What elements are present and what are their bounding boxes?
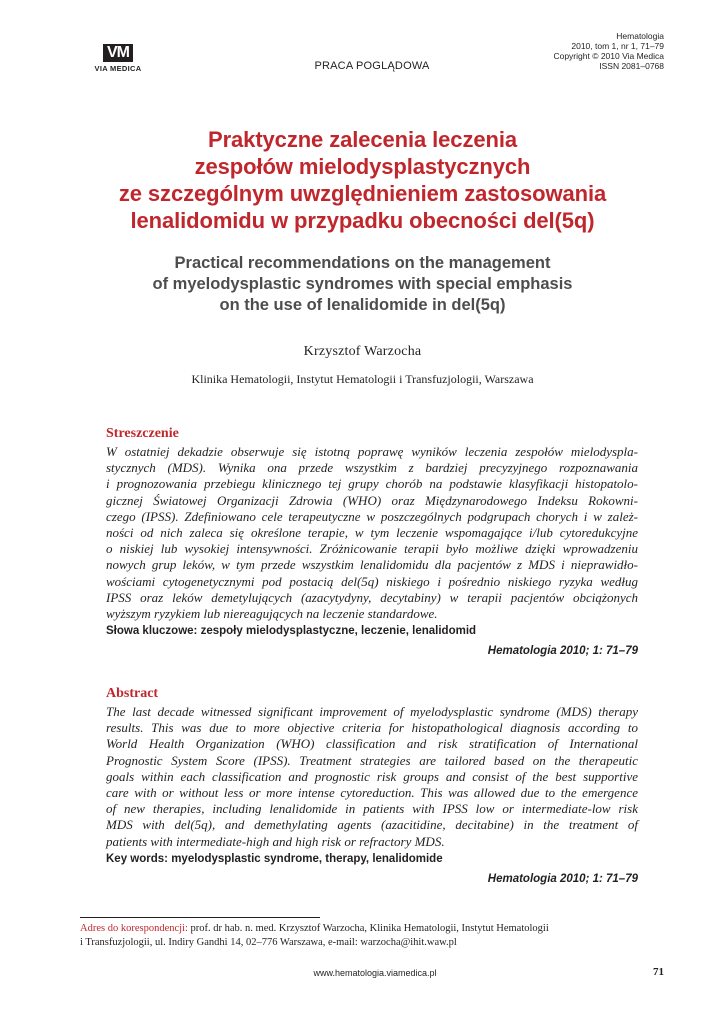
abstract-line: goals within each classification and prognostic risk groups and consist of the best supportive [106, 768, 638, 784]
streszczenie-keywords [106, 625, 638, 637]
author-name: Krzysztof Warzocha [303, 344, 422, 359]
correspondence-line: prof. dr hab. n. med. Krzysztof Warzocha, Klinika Hematologii, Instytut Hematologii [190, 923, 549, 934]
streszczenie-line: czego (IPSS). Zdefiniowano cele terapeutyczne w poszczególnych podgrupach chorych i w zależ- [106, 508, 638, 524]
streszczenie-line: IPSS oraz leków demetylujących (azacytydyny, decytabiny) w terapii pacjentów obciążonych [106, 589, 638, 605]
page-number: 71 [653, 966, 664, 978]
correspondence-label: Adres do korespondencji: [80, 923, 188, 934]
correspondence-line: i Transfuzjologii, ul. Indiry Gandhi 14, 02–776 Warszawa, e-mail: warzocha@ihit.waw.pl [80, 936, 457, 948]
streszczenie-line: nowych grup leków, w tym przede wszystkim lenalidomidu dla pacjentów z MDS i nieprawidło- [106, 557, 638, 573]
streszczenie-line: gicznej Światowej Organizacji Zdrowia (WHO) oraz Międzynarodowego Indeksu Rokowni- [106, 492, 638, 508]
journal-copyright: Copyright © 2010 Via Medica [553, 51, 664, 61]
streszczenie-line: wościami cytogenetycznymi pod postacią del(5q) niskiego i pośrednio niskiego ryzyka według [106, 573, 638, 589]
correspondence-address [80, 922, 640, 949]
abstract-heading: Abstract [106, 686, 159, 701]
keywords-values: zespoły mielodysplastyczne, leczenie, lenalidomid [200, 625, 477, 638]
abstract-line: of new therapies, including lenalidomide in patients with IPSS low or intermediate-low risk [106, 801, 638, 817]
abstract-line: care with or without less or more intense cytoreduction. This was allowed due to the emergence [106, 785, 638, 801]
streszczenie-line: ności od nich zaleca się określone terapie, w tym leczenie wspomagające i/lub cytoredukcyjne [106, 525, 638, 541]
keywords-label: Key words: [106, 852, 168, 865]
journal-issn: ISSN 2081–0768 [599, 61, 664, 71]
streszczenie-line: wyższym ryzykiem lub niereagujących na leczenie standardowe. [106, 606, 438, 622]
abstract-line: Prognostic System Score (IPSS). Treatment strategies are tailored based on the therapeutic [106, 752, 638, 768]
abstract-body [106, 704, 638, 850]
streszczenie-line: i prognozowania przebiegu klinicznego tej grupy chorób na podstawie klasyfikacji histopatolo- [106, 476, 638, 492]
publisher-logo [91, 44, 145, 73]
journal-url[interactable]: www.hematologia.viamedica.pl [313, 968, 437, 978]
title-polish-line: zespołów mielodysplastycznych [194, 154, 531, 179]
keywords-values: myelodysplastic syndrome, therapy, lenalidomide [171, 852, 443, 865]
title-polish-line: lenalidomidu w przypadku obecności del(5q) [130, 208, 595, 233]
abstract-section [106, 686, 638, 885]
title-english-line: Practical recommendations on the management [174, 254, 551, 272]
title-polish-line: Praktyczne zalecenia leczenia [208, 127, 517, 152]
abstract-line: The last decade witnessed significant improvement of myelodysplastic syndrome (MDS) therapy [106, 704, 638, 719]
streszczenie-heading: Streszczenie [106, 426, 179, 441]
logo-mark: VM [103, 44, 133, 62]
streszczenie-section [106, 426, 638, 657]
streszczenie-body [106, 444, 638, 622]
logo-text: VIA MEDICA [94, 64, 142, 73]
title-english-line: of myelodysplastic syndromes with special emphasis [152, 275, 573, 293]
title-english-line: on the use of lenalidomide in del(5q) [219, 296, 506, 314]
abstract-citation: Hematologia 2010; 1: 71–79 [487, 872, 638, 885]
streszczenie-citation: Hematologia 2010; 1: 71–79 [487, 645, 638, 658]
journal-info [553, 31, 664, 71]
abstract-line: MDS with del(5q), and demethylating agents (azacitidine, decitabine) in the treatment of [106, 817, 638, 833]
author-affiliation: Klinika Hematologii, Instytut Hematologii i Transfuzjologii, Warszawa [191, 372, 534, 386]
article-type-label: PRACA POGLĄDOWA [314, 60, 430, 72]
footnote-divider [80, 917, 320, 918]
abstract-keywords [106, 853, 638, 865]
journal-name: Hematologia [616, 31, 664, 41]
abstract-line: patients with intermediate-high and high risk or refractory MDS. [106, 833, 445, 849]
streszczenie-line: o niskiej lub wysokiej intensywności. Zróżnicowanie terapii było możliwe dzięki wprowadzeniu [106, 541, 638, 557]
abstract-line: results. This was due to more objective criteria for histopathological diagnosis according to [106, 720, 638, 736]
title-english [90, 253, 635, 316]
streszczenie-line: W ostatniej dekadzie obserwuje się istotną poprawę wyników leczenia zespołów mielodyspla- [106, 444, 638, 459]
journal-volume: 2010, tom 1, nr 1, 71–79 [571, 41, 664, 51]
title-polish [90, 126, 635, 234]
abstract-line: World Health Organization (WHO) classification and risk stratification of International [106, 736, 638, 752]
title-polish-line: ze szczególnym uwzględnieniem zastosowania [118, 181, 607, 206]
keywords-label: Słowa kluczowe: [106, 625, 198, 638]
streszczenie-line: stycznych (MDS). Wynika ona przede wszystkim z bardziej precyzyjnego rozpoznawania [106, 460, 638, 476]
